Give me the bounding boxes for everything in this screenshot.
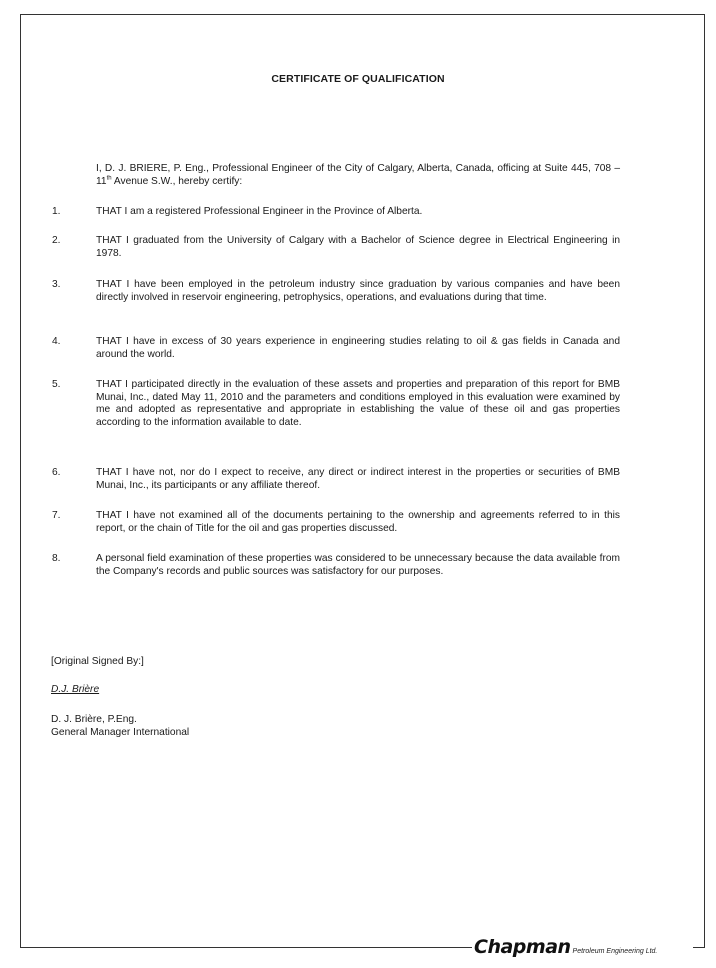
- list-item: [52, 235, 620, 260]
- list-item: [52, 379, 620, 429]
- list-item: [52, 279, 620, 304]
- signer-name: D. J. Brière, P.Eng.: [51, 714, 137, 725]
- item-text: THAT I have in excess of 30 years experience in engineering studies relating to oil & gas fields in Canada and around the world.: [96, 336, 620, 360]
- item-text: THAT I have not examined all of the documents pertaining to the ownership and agreements referred to in this report, or the chain of Title for the oil and gas properties discussed.: [96, 510, 620, 534]
- company-logo: [474, 936, 657, 958]
- item-number: 6.: [52, 467, 61, 478]
- item-text: THAT I have not, nor do I expect to receive, any direct or indirect interest in the properties or securities of BMB Munai, Inc., its participants or any affiliate thereof.: [96, 467, 620, 491]
- intro-paragraph: [96, 163, 620, 188]
- list-item: [52, 510, 620, 535]
- item-text: THAT I have been employed in the petroleum industry since graduation by various companies and have been directly involved in reservoir engineering, petrophysics, operations, and evaluations during that time.: [96, 279, 620, 303]
- intro-ordinal-suffix: th: [106, 175, 112, 182]
- intro-text-start: I, D. J. BRIERE, P. Eng., Professional Engineer of the City of Calgary, Alberta, Canada, officing at Suite 445, 708 – 11: [96, 163, 620, 187]
- list-item: [52, 553, 620, 578]
- item-number: 1.: [52, 206, 61, 217]
- signature: D.J. Brière: [51, 684, 100, 695]
- intro-text-end: Avenue S.W., hereby certify:: [111, 175, 243, 187]
- item-text: THAT I participated directly in the evaluation of these assets and properties and preparation of this report for BMB Munai, Inc., dated May 11, 2010 and the parameters and conditions employed in this evaluation were examined by me and adopted as representative and appropriate in establishing the value of these oil and gas properties according to the information available to date.: [96, 379, 620, 428]
- document-title: CERTIFICATE OF QUALIFICATION: [271, 73, 445, 85]
- footer-rule: [20, 947, 472, 948]
- company-name: Chapman: [474, 936, 571, 958]
- item-text: THAT I am a registered Professional Engineer in the Province of Alberta.: [96, 206, 423, 217]
- item-number: 3.: [52, 279, 61, 290]
- item-number: 8.: [52, 553, 61, 564]
- item-text: A personal field examination of these properties was considered to be unnecessary because the data available from the Company's records and public sources was satisfactory for our purposes.: [96, 553, 620, 577]
- company-subtitle: Petroleum Engineering Ltd.: [572, 948, 658, 955]
- item-number: 4.: [52, 336, 61, 347]
- signer-title: General Manager International: [51, 727, 190, 738]
- item-text: THAT I graduated from the University of Calgary with a Bachelor of Science degree in Electrical Engineering in 1978.: [96, 235, 620, 259]
- footer-rule-end: [693, 947, 705, 948]
- list-item: [52, 467, 620, 492]
- list-item: [52, 336, 620, 361]
- signed-note: [Original Signed By:]: [51, 656, 144, 667]
- item-number: 5.: [52, 379, 61, 390]
- item-number: 2.: [52, 235, 61, 246]
- list-item: [52, 206, 620, 219]
- item-number: 7.: [52, 510, 61, 521]
